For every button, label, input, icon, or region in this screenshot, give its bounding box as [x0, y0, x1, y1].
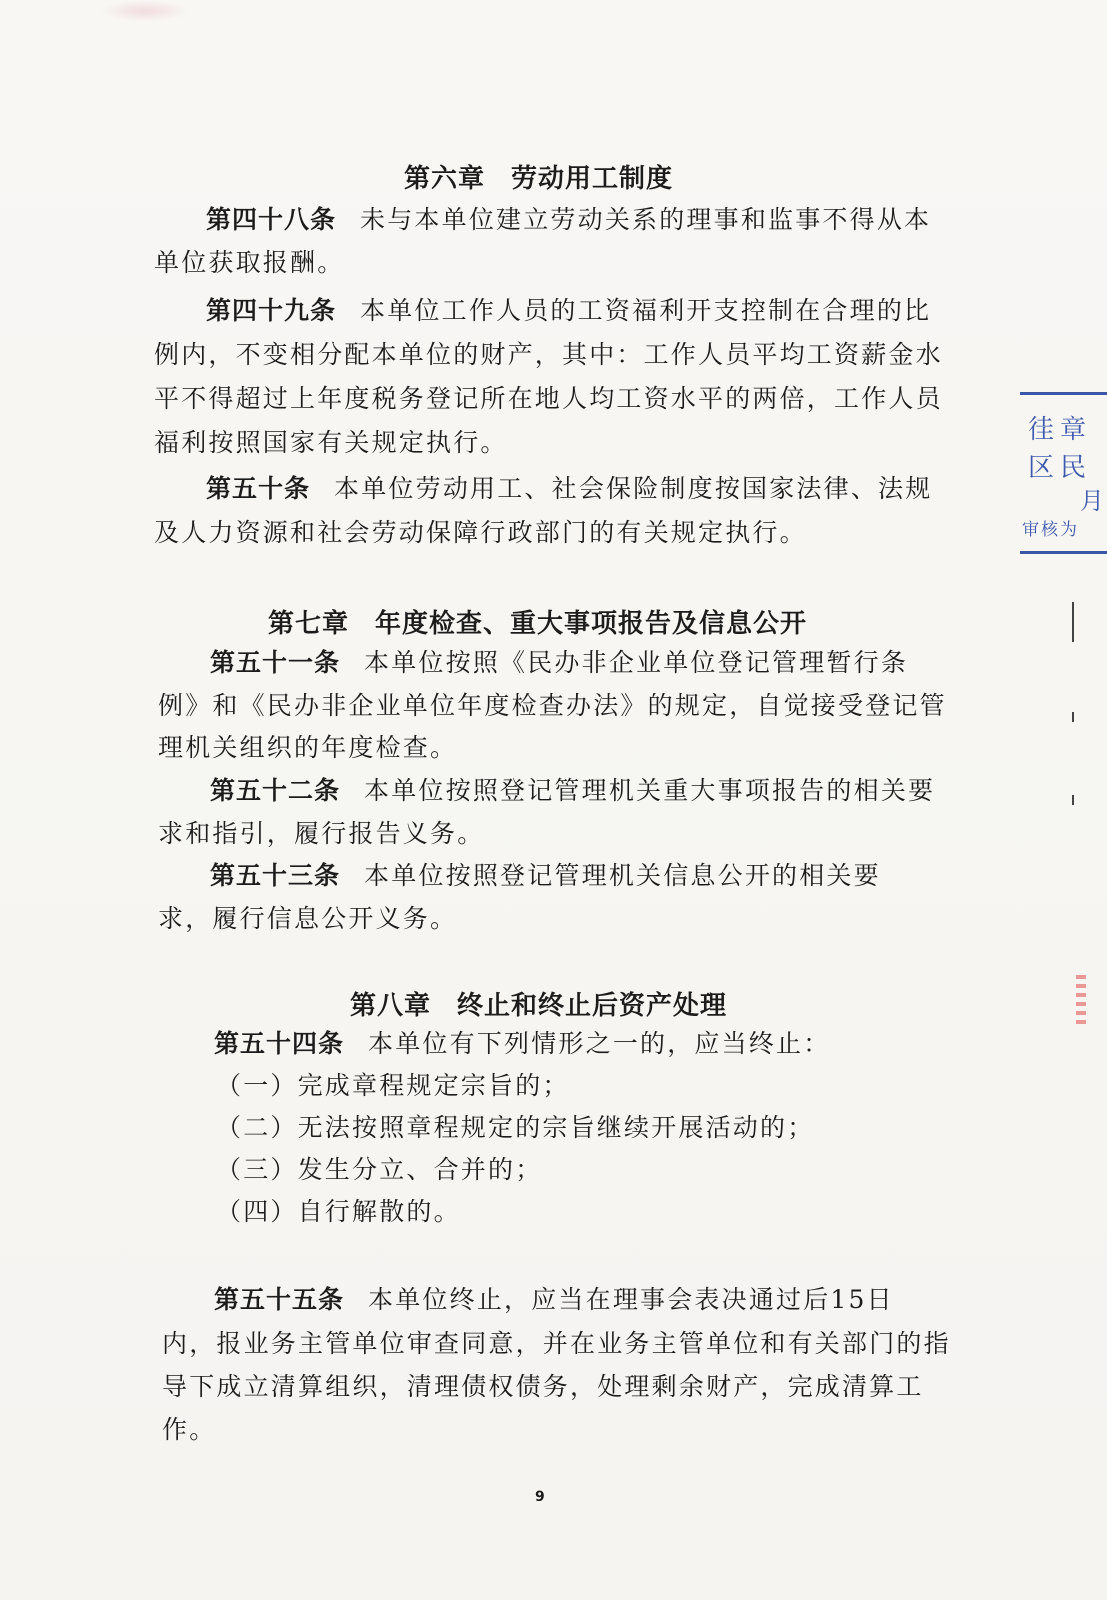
article-label: 第四十九条	[206, 296, 337, 325]
article-label: 第五十四条	[214, 1029, 345, 1058]
article-49-line-1	[206, 296, 931, 326]
chapter-title: 劳动用工制度	[511, 164, 674, 194]
chapter-heading-6	[404, 158, 673, 195]
article-label: 第五十三条	[210, 861, 341, 890]
article-53-line-1	[210, 861, 881, 891]
article-55-line-2: 内，报业务主管单位审查同意，并在业务主管单位和有关部门的指	[162, 1329, 951, 1358]
article-51-line-1	[210, 648, 908, 678]
article-49-line-2: 例内，不变相分配本单位的财产，其中：工作人员平均工资薪金水	[154, 340, 943, 369]
article-label: 第五十二条	[210, 776, 341, 805]
article-label: 第四十八条	[206, 205, 337, 234]
list-item-4: （四）自行解散的。	[216, 1197, 461, 1226]
article-52-line-1	[210, 776, 935, 806]
article-54-line-1	[214, 1029, 830, 1059]
article-55-line-3: 导下成立清算组织，清理债权债务，处理剩余财产，完成清算工	[162, 1372, 924, 1401]
article-text: 未与本单位建立劳动关系的理事和监事不得从本	[360, 205, 932, 234]
chapter-number: 第八章	[350, 991, 432, 1021]
margin-mark	[1072, 712, 1074, 722]
list-item-3: （三）发生分立、合并的；	[216, 1155, 543, 1184]
article-52-line-2: 求和指引，履行报告义务。	[158, 819, 485, 848]
article-49-line-4: 福利按照国家有关规定执行。	[154, 428, 508, 457]
article-text: 本单位劳动用工、社会保险制度按国家法律、法规	[334, 474, 933, 503]
stamp-text-row-3: 月	[1080, 487, 1104, 515]
article-text: 本单位按照登记管理机关信息公开的相关要	[364, 861, 881, 890]
article-51-line-2: 例》和《民办非企业单位年度检查办法》的规定，自觉接受登记管	[158, 691, 947, 720]
article-50-line-1	[206, 474, 932, 504]
article-48-line-2: 单位获取报酬。	[154, 248, 345, 277]
article-text: 本单位按照登记管理机关重大事项报告的相关要	[364, 776, 936, 805]
article-text: 本单位按照《民办非企业单位登记管理暂行条	[364, 648, 909, 677]
article-label: 第五十一条	[210, 648, 341, 677]
scan-stain	[100, 0, 190, 22]
article-53-line-2: 求，履行信息公开义务。	[158, 904, 458, 933]
article-55-line-1	[214, 1285, 894, 1315]
red-seal-edge	[1076, 975, 1086, 1025]
article-text: 本单位终止，应当在理事会表决通过后15日	[368, 1285, 894, 1314]
stamp-text-row-2: 区民	[1028, 453, 1093, 483]
chapter-heading-7	[268, 603, 807, 640]
stamp-text-row-4: 审核为	[1022, 520, 1079, 540]
chapter-number: 第六章	[404, 164, 486, 194]
list-item-1: （一）完成章程规定宗旨的；	[216, 1071, 570, 1100]
margin-mark	[1072, 795, 1074, 805]
chapter-heading-8	[350, 985, 727, 1022]
article-50-line-2: 及人力资源和社会劳动保障行政部门的有关规定执行。	[154, 518, 807, 547]
chapter-number: 第七章	[268, 609, 350, 639]
page-number: 9	[535, 1489, 545, 1505]
stamp-text-row-1: 徍章	[1028, 415, 1093, 445]
chapter-title: 终止和终止后资产处理	[457, 991, 728, 1021]
list-item-2: （二）无法按照章程规定的宗旨继续开展活动的；	[216, 1113, 815, 1142]
margin-mark	[1072, 602, 1074, 642]
article-text: 本单位工作人员的工资福利开支控制在合理的比	[360, 296, 932, 325]
article-label: 第五十五条	[214, 1285, 345, 1314]
article-55-line-4: 作。	[162, 1415, 217, 1444]
article-label: 第五十条	[206, 474, 311, 503]
article-48-line-1	[206, 205, 931, 235]
article-text: 本单位有下列情形之一的，应当终止：	[368, 1029, 831, 1058]
article-51-line-3: 理机关组织的年度检查。	[158, 733, 458, 762]
chapter-title: 年度检查、重大事项报告及信息公开	[375, 609, 808, 639]
official-stamp	[1020, 392, 1107, 554]
article-49-line-3: 平不得超过上年度税务登记所在地人均工资水平的两倍，工作人员	[154, 384, 943, 413]
